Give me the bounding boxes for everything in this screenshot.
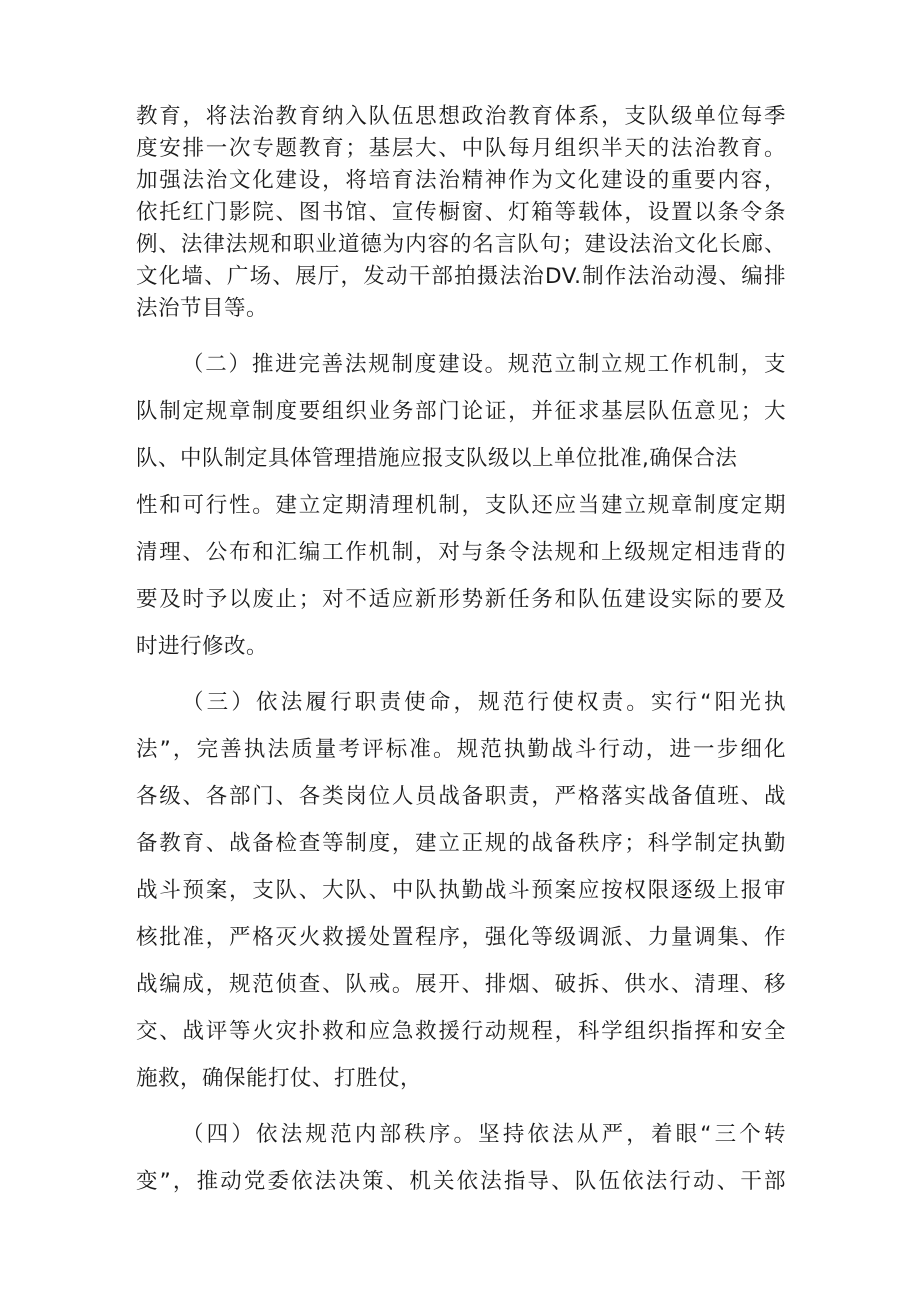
text-line: 文化墙、广场、展厅，发动干部拍摄法治DV.制作法治动漫、编排 xyxy=(136,264,786,289)
text-line: 例、法律法规和职业道德为内容的名言队句；建设法治文化长廊、 xyxy=(136,232,786,257)
text-line: 战斗预案，支队、大队、中队执勤战斗预案应按权限逐级上报审 xyxy=(136,878,786,903)
text-line: 教育，将法治教育纳入队伍思想政治教育体系，支队级单位每季 xyxy=(136,104,786,129)
text-line: 度安排一次专题教育；基层大、中队每月组织半天的法治教育。 xyxy=(136,136,786,161)
text-line: 要及时予以废止；对不适应新形势新任务和队伍建设实际的要及 xyxy=(136,587,786,612)
text-line: 核批准，严格灭火救援处置程序，强化等级调派、力量调集、作 xyxy=(136,925,786,950)
paragraph-heading-line: （三）依法履行职责使命，规范行使权责。实行“阳光执 xyxy=(182,690,786,715)
text-line: 加强法治文化建设，将培育法治精神作为文化建设的重要内容， xyxy=(136,168,786,193)
text-line: 变”，推动党委依法决策、机关依法指导、队伍依法行动、干部 xyxy=(136,1169,786,1194)
text-line: 各级、各部门、各类岗位人员战备职责，严格落实战备值班、战 xyxy=(136,784,786,809)
text-line: 备教育、战备检查等制度，建立正规的战备秩序；科学制定执勤 xyxy=(136,831,786,856)
text-line: 队、中队制定具体管理措施应报支队级以上单位批准,确保合法 xyxy=(136,446,738,471)
text-line: 施救，确保能打仗、打胜仗， xyxy=(136,1066,423,1091)
text-line: 战编成，规范侦查、队戒。展开、排烟、破拆、供水、清理、移 xyxy=(136,972,786,997)
paragraph-heading-line: （二）推进完善法规制度建设。规范立制立规工作机制，支 xyxy=(182,352,786,377)
text-line: 法”，完善执法质量考评标准。规范执勤战斗行动，进一步细化 xyxy=(136,737,786,762)
text-line: 交、战评等火灾扑救和应急救援行动规程，科学组织指挥和安全 xyxy=(136,1019,786,1044)
text-line: 性和可行性。建立定期清理机制，支队还应当建立规章制度定期 xyxy=(136,493,786,518)
text-line: 清理、公布和汇编工作机制，对与条令法规和上级规定相违背的 xyxy=(136,540,786,565)
text-line: 法治节目等。 xyxy=(136,296,269,321)
text-line: 队制定规章制度要组织业务部门论证，并征求基层队伍意见；大 xyxy=(136,399,786,424)
paragraph-heading-line: （四）依法规范内部秩序。坚持依法从严，着眼“三个转 xyxy=(182,1122,786,1147)
text-line: 依托红门影院、图书馆、宣传橱窗、灯箱等载体，设置以条令条 xyxy=(136,200,786,225)
text-line: 时进行修改。 xyxy=(136,634,269,659)
